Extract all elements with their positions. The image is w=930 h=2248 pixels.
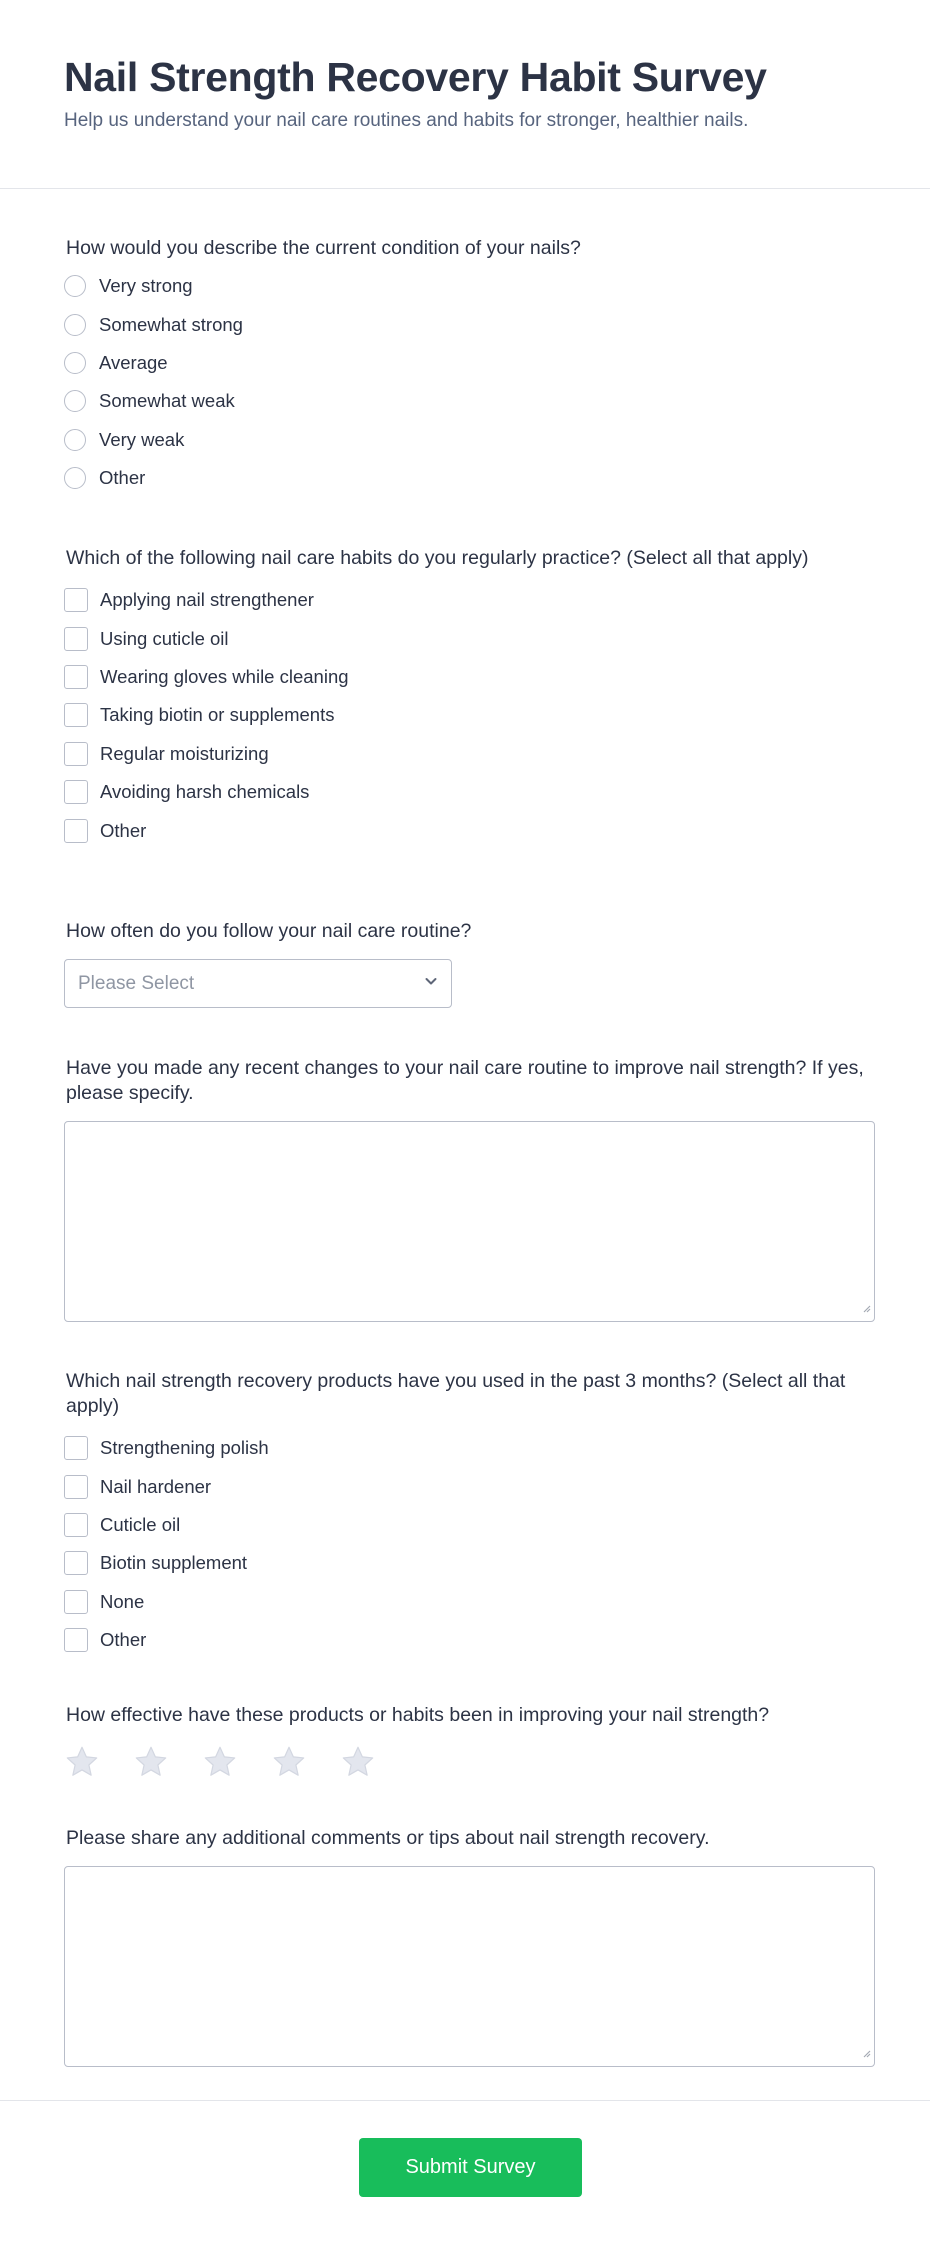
frequency-select[interactable] <box>64 959 452 1008</box>
radio-button[interactable] <box>64 352 86 374</box>
checkbox-option[interactable] <box>64 1621 874 1659</box>
checkbox-option[interactable] <box>64 619 874 657</box>
option-label: Somewhat weak <box>99 390 235 412</box>
option-label: Very weak <box>99 428 185 450</box>
submit-button[interactable]: Submit Survey <box>359 2138 582 2197</box>
radio-option[interactable] <box>64 305 874 343</box>
option-label: Strengthening polish <box>100 1437 269 1459</box>
option-label: Somewhat strong <box>99 313 243 335</box>
question-products-used <box>64 1369 874 1659</box>
question-label: Which nail strength recovery products have you used in the past 3 months? (Select all that apply) <box>66 1370 846 1417</box>
radio-option[interactable] <box>64 382 874 420</box>
checkbox[interactable] <box>64 1436 88 1460</box>
checkbox-group <box>64 1429 874 1659</box>
radio-option[interactable] <box>64 344 874 382</box>
comments-textarea[interactable] <box>64 1866 875 2067</box>
checkbox-option[interactable] <box>64 1429 874 1467</box>
checkbox[interactable] <box>64 665 88 689</box>
option-label: Average <box>99 351 168 373</box>
select-placeholder: Please Select <box>78 972 195 994</box>
star-icon[interactable] <box>271 1744 307 1780</box>
option-label: Other <box>99 467 146 489</box>
question-label: Which of the following nail care habits do you regularly practice? (Select all that apply) <box>66 547 809 569</box>
checkbox-option[interactable] <box>64 1544 874 1582</box>
recent-changes-textarea[interactable] <box>64 1121 875 1322</box>
radio-button[interactable] <box>64 467 86 489</box>
option-label: Other <box>100 1629 147 1651</box>
checkbox-option[interactable] <box>64 1506 874 1544</box>
resize-grip-icon[interactable] <box>862 1300 871 1318</box>
page-subtitle: Help us understand your nail care routines and habits for stronger, healthier nails. <box>64 110 749 131</box>
checkbox[interactable] <box>64 588 88 612</box>
checkbox-option[interactable] <box>64 1583 874 1621</box>
chevron-down-icon <box>423 973 439 995</box>
checkbox[interactable] <box>64 1551 88 1575</box>
star-rating <box>64 1744 874 1780</box>
checkbox[interactable] <box>64 1475 88 1499</box>
checkbox[interactable] <box>64 703 88 727</box>
resize-grip-icon[interactable] <box>862 2045 871 2063</box>
checkbox[interactable] <box>64 627 88 651</box>
option-label: Very strong <box>99 275 193 297</box>
question-recent-changes <box>64 1056 874 1322</box>
checkbox[interactable] <box>64 1628 88 1652</box>
question-label: How often do you follow your nail care routine? <box>66 920 472 942</box>
option-label: None <box>100 1590 145 1612</box>
option-label: Taking biotin or supplements <box>100 704 335 726</box>
star-icon[interactable] <box>340 1744 376 1780</box>
question-label: How effective have these products or habits been in improving your nail strength? <box>66 1704 770 1726</box>
checkbox[interactable] <box>64 1513 88 1537</box>
option-label: Using cuticle oil <box>100 627 229 649</box>
checkbox[interactable] <box>64 819 88 843</box>
form-footer <box>0 2100 930 2248</box>
star-icon[interactable] <box>133 1744 169 1780</box>
option-label: Biotin supplement <box>100 1552 248 1574</box>
radio-option[interactable] <box>64 459 874 497</box>
question-effectiveness-rating <box>64 1703 874 1780</box>
option-label: Wearing gloves while cleaning <box>100 665 349 687</box>
option-label: Avoiding harsh chemicals <box>100 781 310 803</box>
question-label: Have you made any recent changes to your nail care routine to improve nail strength? If yes, please specify. <box>66 1057 864 1104</box>
page-title: Nail Strength Recovery Habit Survey <box>64 54 767 100</box>
checkbox-option[interactable] <box>64 658 874 696</box>
question-nail-habits <box>64 546 874 850</box>
radio-button[interactable] <box>64 390 86 412</box>
radio-button[interactable] <box>64 314 86 336</box>
question-label: How would you describe the current condition of your nails? <box>66 237 581 259</box>
checkbox-option[interactable] <box>64 696 874 734</box>
question-nail-condition <box>64 236 874 497</box>
option-label: Nail hardener <box>100 1475 212 1497</box>
radio-button[interactable] <box>64 429 86 451</box>
radio-option[interactable] <box>64 267 874 305</box>
option-label: Regular moisturizing <box>100 742 269 764</box>
survey-header <box>0 0 930 189</box>
checkbox-option[interactable] <box>64 1467 874 1505</box>
checkbox-option[interactable] <box>64 581 874 619</box>
question-routine-frequency <box>64 919 874 1008</box>
checkbox[interactable] <box>64 742 88 766</box>
checkbox[interactable] <box>64 1590 88 1614</box>
checkbox-option[interactable] <box>64 735 874 773</box>
radio-option[interactable] <box>64 421 874 459</box>
question-label: Please share any additional comments or tips about nail strength recovery. <box>66 1827 710 1849</box>
checkbox[interactable] <box>64 780 88 804</box>
radio-button[interactable] <box>64 275 86 297</box>
checkbox-option[interactable] <box>64 811 874 849</box>
question-additional-comments <box>64 1826 874 2067</box>
option-label: Cuticle oil <box>100 1513 181 1535</box>
checkbox-group <box>64 581 874 850</box>
option-label: Other <box>100 819 147 841</box>
checkbox-option[interactable] <box>64 773 874 811</box>
star-icon[interactable] <box>202 1744 238 1780</box>
radio-group <box>64 267 874 497</box>
star-icon[interactable] <box>64 1744 100 1780</box>
option-label: Applying nail strengthener <box>100 589 314 611</box>
